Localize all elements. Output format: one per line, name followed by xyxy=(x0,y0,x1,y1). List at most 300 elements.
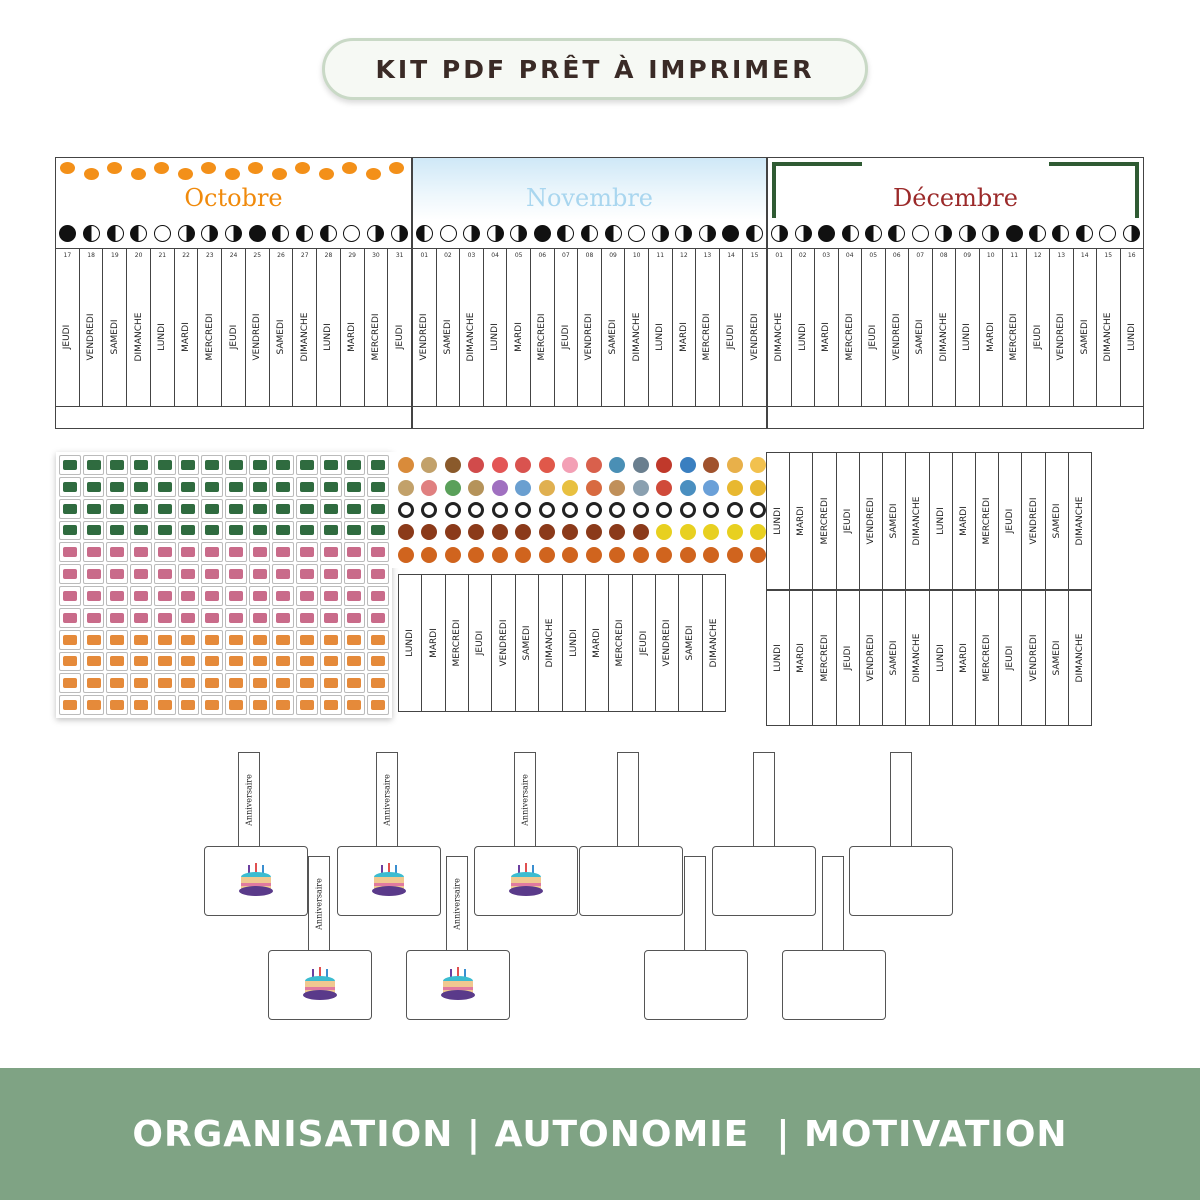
chalkboard-icon xyxy=(249,477,271,497)
chalkboard-icon xyxy=(320,455,342,475)
backpack-icon xyxy=(201,542,223,562)
moon-phase-icon xyxy=(174,222,198,244)
backpack-icon xyxy=(59,586,81,606)
chalkboard-icon xyxy=(178,499,200,519)
strip-cell xyxy=(860,453,883,589)
activity-icon xyxy=(630,477,652,497)
activity-icon xyxy=(701,477,723,497)
chalkboard-icon xyxy=(130,499,152,519)
strip-day-name: JEUDI xyxy=(638,630,649,656)
activity-icon xyxy=(630,455,652,475)
activity-icon xyxy=(583,455,605,475)
chalkboard-icon xyxy=(225,521,247,541)
basketball-icon xyxy=(701,545,723,565)
day-column xyxy=(341,249,365,406)
tag-card xyxy=(712,846,816,916)
soccer-ball-icon xyxy=(560,500,582,520)
football-icon xyxy=(513,522,535,542)
house-icon xyxy=(320,673,342,693)
day-number: 28 xyxy=(324,252,333,259)
chalkboard-icon xyxy=(59,455,81,475)
strip-day-name: MARDI xyxy=(592,628,603,658)
pumpkin-icon xyxy=(107,162,122,174)
moon-phase-icon xyxy=(838,222,861,244)
activity-icon xyxy=(442,455,464,475)
strip-day-name: VENDREDI xyxy=(1028,634,1039,682)
house-icon xyxy=(272,652,294,672)
month-3 xyxy=(767,157,1144,429)
chalkboard-icon xyxy=(249,521,271,541)
day-column xyxy=(388,249,411,406)
activity-icon xyxy=(466,455,488,475)
strip-day-name: SAMEDI xyxy=(521,625,532,661)
moon-phase-icon xyxy=(484,222,508,244)
chalkboard-icon xyxy=(272,477,294,497)
moon-phase-icon xyxy=(979,222,1002,244)
day-number: 19 xyxy=(111,252,119,259)
backpack-icon xyxy=(59,564,81,584)
house-icon xyxy=(225,630,247,650)
house-icon xyxy=(59,673,81,693)
chalkboard-icon xyxy=(59,521,81,541)
chalkboard-icon xyxy=(106,521,128,541)
backpack-icon xyxy=(154,608,176,628)
pumpkin-icon xyxy=(201,162,216,174)
house-icon xyxy=(130,630,152,650)
backpack-icon xyxy=(154,586,176,606)
tag-stem xyxy=(376,752,398,848)
day-column xyxy=(365,249,389,406)
day-name: VENDREDI xyxy=(749,313,760,361)
day-number: 12 xyxy=(680,252,688,259)
strip-day-name: MERCREDI xyxy=(982,497,993,545)
day-name: MARDI xyxy=(678,322,689,352)
moon-phase-icon xyxy=(460,222,484,244)
strip-cell xyxy=(813,453,836,589)
strip-cell xyxy=(446,575,469,711)
day-column xyxy=(1027,249,1051,406)
moon-phase-icon xyxy=(625,222,649,244)
basketball-icon xyxy=(536,545,558,565)
house-icon xyxy=(272,630,294,650)
house-icon xyxy=(178,695,200,715)
house-icon xyxy=(320,652,342,672)
day-name: SAMEDI xyxy=(275,319,286,355)
backpack-icon xyxy=(154,564,176,584)
day-strip-right-bottom xyxy=(766,590,1092,726)
day-column xyxy=(151,249,175,406)
backpack-icon xyxy=(249,542,271,562)
day-number: 16 xyxy=(1127,252,1136,259)
backpack-icon xyxy=(367,542,389,562)
chalkboard-icon xyxy=(130,477,152,497)
strip-day-name: DIMANCHE xyxy=(912,633,923,683)
day-number: 24 xyxy=(229,252,238,259)
chalkboard-icon xyxy=(249,455,271,475)
moon-phase-icon xyxy=(672,222,696,244)
day-column xyxy=(198,249,222,406)
day-number: 15 xyxy=(750,252,759,259)
chalkboard-icon xyxy=(367,521,389,541)
day-name: LUNDI xyxy=(323,323,334,351)
moon-phase-icon xyxy=(387,222,411,244)
activity-icon xyxy=(419,455,441,475)
moon-phase-icon xyxy=(80,222,104,244)
backpack-icon xyxy=(344,542,366,562)
pumpkin-icon xyxy=(248,162,263,174)
backpack-icon xyxy=(106,608,128,628)
basketball-icon xyxy=(654,545,676,565)
day-column xyxy=(80,249,104,406)
house-icon xyxy=(201,652,223,672)
day-number: 22 xyxy=(182,252,190,259)
day-number: 23 xyxy=(205,252,214,259)
strip-day-name: MARDI xyxy=(958,643,969,673)
football-icon xyxy=(489,522,511,542)
backpack-icon xyxy=(178,608,200,628)
month-title: Novembre xyxy=(525,184,653,212)
moon-phase-icon xyxy=(413,222,437,244)
backpack-icon xyxy=(201,564,223,584)
tag-stem xyxy=(238,752,260,848)
backpack-icon xyxy=(154,542,176,562)
chalkboard-icon xyxy=(296,521,318,541)
pumpkin-icon xyxy=(342,162,357,174)
house-icon xyxy=(178,630,200,650)
day-column xyxy=(103,249,127,406)
backpack-icon xyxy=(249,586,271,606)
day-name: DIMANCHE xyxy=(938,312,949,362)
strip-cell xyxy=(767,453,790,589)
moon-phase-icon xyxy=(1002,222,1025,244)
day-name: JEUDI xyxy=(560,324,571,350)
day-name: DIMANCHE xyxy=(466,312,477,362)
strip-day-name: MERCREDI xyxy=(819,497,830,545)
month-2 xyxy=(412,157,767,429)
tag-stem xyxy=(822,856,844,952)
day-column xyxy=(673,249,697,406)
backpack-icon xyxy=(225,608,247,628)
strip-cell xyxy=(492,575,515,711)
pumpkin-icon xyxy=(60,162,75,174)
strip-day-name: LUNDI xyxy=(773,644,784,672)
day-number: 17 xyxy=(63,252,72,259)
day-column xyxy=(933,249,957,406)
day-column xyxy=(413,249,437,406)
house-icon xyxy=(154,673,176,693)
day-name: LUNDI xyxy=(962,323,973,351)
title-pill xyxy=(322,38,868,100)
footer-text: ORGANISATION | AUTONOMIE | MOTIVATION xyxy=(132,1113,1068,1155)
chalkboard-icon xyxy=(344,477,366,497)
chalkboard-icon xyxy=(344,455,366,475)
chalkboard-icon xyxy=(225,455,247,475)
day-name: MERCREDI xyxy=(844,313,855,361)
moon-phase-icon xyxy=(437,222,461,244)
moon-phase-icon xyxy=(578,222,602,244)
backpack-icon xyxy=(59,542,81,562)
basketball-icon xyxy=(677,545,699,565)
day-number: 02 xyxy=(444,252,452,259)
activity-icon xyxy=(536,455,558,475)
strip-cell xyxy=(999,591,1022,725)
soccer-ball-icon xyxy=(630,500,652,520)
backpack-icon xyxy=(320,586,342,606)
chalkboard-icon xyxy=(178,521,200,541)
strip-cell xyxy=(837,453,860,589)
strip-day-name: VENDREDI xyxy=(662,619,673,667)
tag-label: Anniversaire xyxy=(382,774,392,826)
strip-cell xyxy=(767,591,790,725)
strip-cell xyxy=(516,575,539,711)
strip-day-name: SAMEDI xyxy=(1051,503,1062,539)
tag-card xyxy=(579,846,683,916)
day-number: 20 xyxy=(134,252,143,259)
backpack-icon xyxy=(296,586,318,606)
moon-phase-icon xyxy=(932,222,955,244)
strip-cell xyxy=(790,453,813,589)
day-name: LUNDI xyxy=(490,323,501,351)
activity-icon xyxy=(607,477,629,497)
tag-card xyxy=(849,846,953,916)
strip-day-name: MARDI xyxy=(796,506,807,536)
house-icon xyxy=(344,673,366,693)
moon-phase-icon xyxy=(531,222,555,244)
soccer-ball-icon xyxy=(701,500,723,520)
tag-card xyxy=(204,846,308,916)
chalkboard-icon xyxy=(344,499,366,519)
strip-day-name: SAMEDI xyxy=(889,503,900,539)
day-number: 15 xyxy=(1104,252,1113,259)
chalkboard-icon xyxy=(178,455,200,475)
moon-phase-icon xyxy=(862,222,885,244)
strip-cell xyxy=(1046,453,1069,589)
tag-stem xyxy=(617,752,639,848)
backpack-icon xyxy=(320,542,342,562)
divider xyxy=(56,406,411,407)
day-name: MERCREDI xyxy=(204,313,215,361)
strip-day-name: MARDI xyxy=(958,506,969,536)
chalkboard-icon xyxy=(106,499,128,519)
tag-stem xyxy=(514,752,536,848)
backpack-icon xyxy=(344,586,366,606)
chalkboard-icon xyxy=(83,499,105,519)
backpack-icon xyxy=(106,586,128,606)
day-name: MARDI xyxy=(985,322,996,352)
strip-day-name: LUNDI xyxy=(405,629,416,657)
moon-phase-icon xyxy=(316,222,340,244)
house-icon xyxy=(154,695,176,715)
day-column xyxy=(1074,249,1098,406)
tag-label: Anniversaire xyxy=(244,774,254,826)
moon-phase-icon xyxy=(222,222,246,244)
backpack-icon xyxy=(178,586,200,606)
day-name: DIMANCHE xyxy=(631,312,642,362)
chalkboard-icon xyxy=(154,521,176,541)
activity-icon xyxy=(654,477,676,497)
day-name: SAMEDI xyxy=(442,319,453,355)
moon-phase-icon xyxy=(742,222,766,244)
day-name: MARDI xyxy=(181,322,192,352)
footer-banner xyxy=(0,1068,1200,1200)
chalkboard-icon xyxy=(201,455,223,475)
tag-stem xyxy=(753,752,775,848)
birthday-cake-icon xyxy=(300,965,340,1005)
chalkboard-icon xyxy=(320,499,342,519)
house-icon xyxy=(344,695,366,715)
day-column xyxy=(437,249,461,406)
house-icon xyxy=(367,630,389,650)
day-column xyxy=(1097,249,1121,406)
moon-phase-icon xyxy=(815,222,838,244)
strip-day-name: VENDREDI xyxy=(865,634,876,682)
chalkboard-icon xyxy=(83,455,105,475)
moon-phase-icon xyxy=(719,222,743,244)
strip-day-name: MERCREDI xyxy=(615,619,626,667)
football-icon xyxy=(583,522,605,542)
day-column xyxy=(317,249,341,406)
moon-phase-icon xyxy=(1120,222,1143,244)
soccer-ball-icon xyxy=(583,500,605,520)
day-name: LUNDI xyxy=(157,323,168,351)
soccer-ball-icon xyxy=(513,500,535,520)
pumpkin-icon xyxy=(84,168,99,180)
football-icon xyxy=(466,522,488,542)
football-icon xyxy=(701,522,723,542)
chalkboard-icon xyxy=(249,499,271,519)
pumpkin-icon xyxy=(225,168,240,180)
backpack-icon xyxy=(344,608,366,628)
backpack-icon xyxy=(272,608,294,628)
strip-cell xyxy=(679,575,702,711)
backpack-icon xyxy=(320,608,342,628)
strip-day-name: SAMEDI xyxy=(1051,640,1062,676)
day-name: MARDI xyxy=(821,322,832,352)
strip-day-name: JEUDI xyxy=(842,508,853,534)
strip-cell xyxy=(1022,453,1045,589)
activity-icon xyxy=(419,477,441,497)
day-number: 10 xyxy=(986,252,995,259)
pumpkin-icon xyxy=(319,168,334,180)
strip-day-name: DIMANCHE xyxy=(708,618,719,668)
day-name: LUNDI xyxy=(655,323,666,351)
tag-card xyxy=(782,950,886,1020)
moon-phase-icon xyxy=(340,222,364,244)
day-strip-right-top xyxy=(766,452,1092,590)
backpack-icon xyxy=(130,608,152,628)
football-icon xyxy=(442,522,464,542)
strip-cell xyxy=(656,575,679,711)
strip-cell xyxy=(837,591,860,725)
backpack-icon xyxy=(272,542,294,562)
day-number: 30 xyxy=(372,252,380,259)
house-icon xyxy=(225,673,247,693)
backpack-icon xyxy=(106,564,128,584)
house-icon xyxy=(83,652,105,672)
activity-icon xyxy=(583,477,605,497)
house-icon xyxy=(201,673,223,693)
strip-cell xyxy=(953,591,976,725)
day-column xyxy=(1121,249,1144,406)
strip-cell xyxy=(906,453,929,589)
day-number: 09 xyxy=(609,252,617,259)
backpack-icon xyxy=(320,564,342,584)
strip-cell xyxy=(609,575,632,711)
pumpkin-icon xyxy=(272,168,287,180)
house-icon xyxy=(59,695,81,715)
soccer-ball-icon xyxy=(607,500,629,520)
day-number: 26 xyxy=(277,252,285,259)
day-name: SAMEDI xyxy=(915,319,926,355)
month-title: Décembre xyxy=(893,184,1018,212)
day-strip-middle xyxy=(398,574,726,712)
moon-phase-icon xyxy=(695,222,719,244)
backpack-icon xyxy=(130,542,152,562)
day-name: JEUDI xyxy=(1032,324,1043,350)
backpack-icon xyxy=(296,542,318,562)
divider xyxy=(413,406,766,407)
activity-icon xyxy=(489,477,511,497)
soccer-ball-icon xyxy=(536,500,558,520)
day-number: 21 xyxy=(158,252,167,259)
house-icon xyxy=(225,695,247,715)
pumpkin-icon xyxy=(366,168,381,180)
chalkboard-icon xyxy=(201,499,223,519)
house-icon xyxy=(83,695,105,715)
day-columns xyxy=(413,248,766,406)
day-number: 14 xyxy=(727,252,735,259)
strip-day-name: SAMEDI xyxy=(889,640,900,676)
chalkboard-icon xyxy=(106,455,128,475)
activity-icon xyxy=(395,477,417,497)
house-icon xyxy=(106,673,128,693)
strip-day-name: DIMANCHE xyxy=(912,496,923,546)
moon-phase-icon xyxy=(103,222,127,244)
soccer-ball-icon xyxy=(466,500,488,520)
activity-icon xyxy=(513,477,535,497)
day-number: 09 xyxy=(963,252,972,259)
divider xyxy=(768,406,1143,407)
soccer-ball-icon xyxy=(419,500,441,520)
backpack-icon xyxy=(249,608,271,628)
day-number: 10 xyxy=(632,252,641,259)
chalkboard-icon xyxy=(225,499,247,519)
day-column xyxy=(886,249,910,406)
moon-phase-icon xyxy=(507,222,531,244)
sticker-sheet-right xyxy=(392,452,772,568)
basketball-icon xyxy=(442,545,464,565)
day-number: 31 xyxy=(395,252,404,259)
day-number: 08 xyxy=(939,252,948,259)
backpack-icon xyxy=(106,542,128,562)
backpack-icon xyxy=(367,564,389,584)
day-number: 05 xyxy=(514,252,523,259)
chalkboard-icon xyxy=(320,477,342,497)
birthday-cake-icon xyxy=(369,861,409,901)
day-name: DIMANCHE xyxy=(1103,312,1114,362)
day-number: 29 xyxy=(348,252,356,259)
strip-day-name: LUNDI xyxy=(568,629,579,657)
day-name: SAMEDI xyxy=(1079,319,1090,355)
chalkboard-icon xyxy=(130,521,152,541)
house-icon xyxy=(225,652,247,672)
day-name: SAMEDI xyxy=(109,319,120,355)
day-number: 01 xyxy=(775,252,784,259)
day-number: 13 xyxy=(703,252,712,259)
house-icon xyxy=(320,695,342,715)
activity-icon xyxy=(724,455,746,475)
chalkboard-icon xyxy=(154,499,176,519)
